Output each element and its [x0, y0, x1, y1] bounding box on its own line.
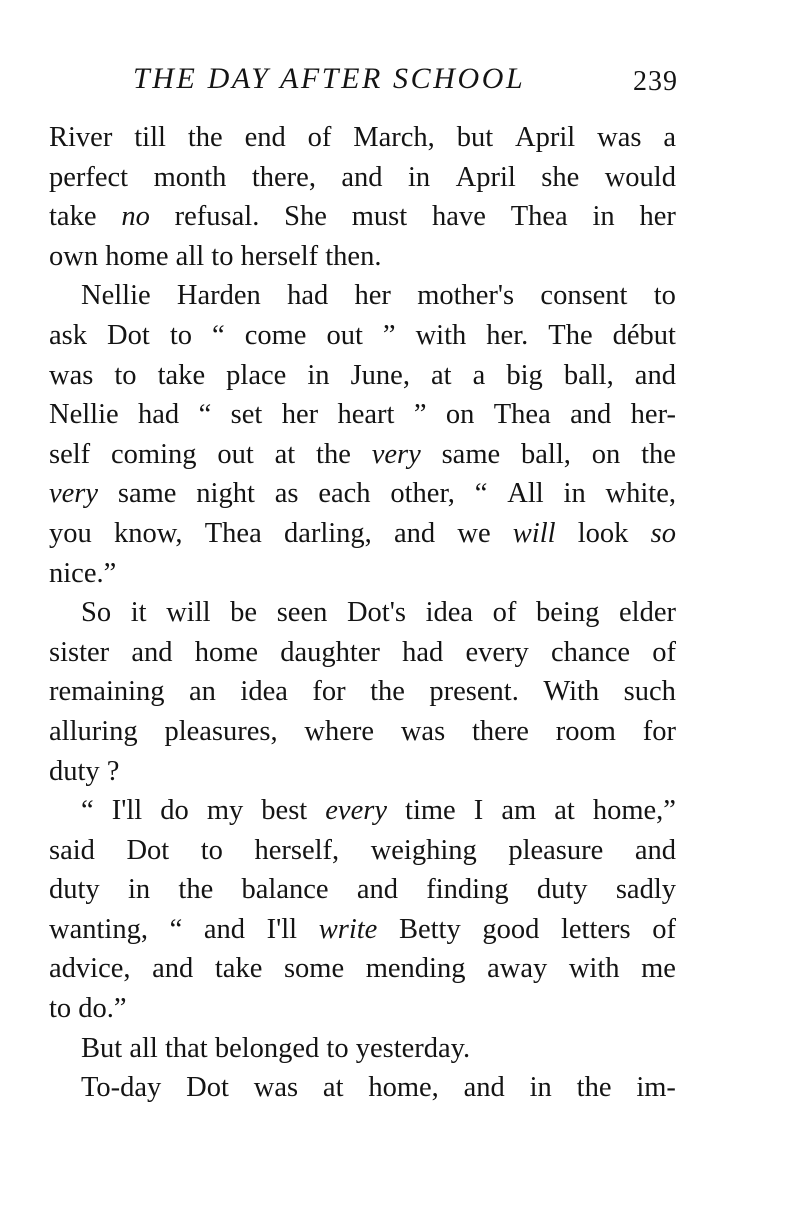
word: had	[138, 399, 180, 431]
word: her	[639, 201, 676, 233]
word: all	[175, 240, 205, 272]
word: good	[482, 913, 540, 945]
word: will	[166, 597, 211, 629]
word: every	[465, 636, 529, 668]
word: in	[408, 161, 431, 193]
word: “	[212, 319, 225, 351]
word: my	[206, 795, 244, 827]
word: sister	[49, 636, 110, 668]
text-line	[49, 831, 676, 871]
word: duty	[49, 874, 100, 906]
word: to	[653, 280, 676, 312]
word: River	[49, 122, 113, 153]
word: her.	[486, 319, 529, 351]
word: seen	[276, 597, 328, 629]
word: very	[49, 478, 99, 510]
word: I'll	[266, 913, 298, 945]
word: be	[230, 597, 258, 629]
word: wanting,	[49, 913, 148, 945]
word: ”	[382, 319, 396, 351]
word: then.	[325, 240, 382, 272]
word: but	[456, 122, 494, 153]
word: know,	[113, 517, 183, 549]
word: you	[49, 517, 92, 549]
word: darling,	[283, 517, 372, 549]
word: weighing	[370, 834, 477, 866]
word: sadly	[615, 874, 676, 906]
word: the	[370, 676, 405, 708]
word: night	[196, 478, 255, 510]
word: to	[49, 993, 72, 1025]
word: must	[351, 201, 408, 233]
word: till	[134, 122, 166, 153]
text-line	[49, 118, 676, 158]
text-line	[49, 514, 676, 554]
word: ”	[413, 399, 427, 431]
word: Dot	[126, 834, 170, 866]
word: Thea	[204, 517, 262, 549]
word: April	[455, 161, 516, 193]
word: chance	[550, 636, 631, 668]
word: was	[597, 122, 642, 153]
word: was	[49, 359, 94, 391]
word: being	[536, 597, 600, 629]
word: All	[507, 478, 544, 510]
word: so	[650, 517, 676, 549]
text-line	[49, 910, 676, 950]
word: “	[81, 795, 94, 827]
word: time	[405, 795, 456, 827]
word: had	[402, 636, 444, 668]
word: out	[326, 319, 363, 351]
word: and	[394, 517, 436, 549]
word: to	[114, 359, 137, 391]
text-line	[49, 1068, 676, 1108]
word: perfect	[49, 161, 129, 193]
word: duty	[536, 874, 588, 906]
word: end	[244, 122, 286, 153]
word: the	[187, 122, 223, 153]
word: and	[463, 1072, 505, 1104]
word: advice,	[49, 953, 131, 985]
word: on	[445, 399, 475, 431]
word: daughter	[280, 636, 380, 668]
word: belonged	[214, 1032, 320, 1064]
word: look	[577, 517, 629, 549]
word: same	[117, 478, 177, 510]
word: But	[81, 1032, 123, 1064]
word: there	[471, 715, 529, 747]
word: away	[487, 953, 548, 985]
word: it	[130, 597, 147, 629]
word: at	[431, 359, 452, 391]
word: pleasures,	[164, 715, 278, 747]
word: to	[211, 240, 234, 272]
text-line	[49, 1029, 676, 1069]
word: of	[307, 122, 332, 153]
text-line	[49, 435, 676, 475]
text-line	[49, 870, 676, 910]
word: own	[49, 240, 99, 272]
word: her	[281, 399, 319, 431]
word: im-	[636, 1072, 676, 1104]
word: that	[164, 1032, 208, 1064]
word: at	[322, 1072, 344, 1104]
word: self	[49, 438, 91, 470]
page-header	[49, 60, 676, 104]
word: best	[261, 795, 308, 827]
word: a	[663, 122, 676, 153]
word: duty	[49, 755, 100, 787]
word: to	[169, 319, 192, 351]
word: out	[217, 438, 254, 470]
word: at	[554, 795, 575, 827]
word: home,	[368, 1072, 439, 1104]
text-line	[49, 672, 676, 712]
word: Thea	[510, 201, 568, 233]
text-line	[49, 554, 676, 594]
running-title: THE DAY AFTER SCHOOL	[133, 62, 526, 95]
word: white,	[605, 478, 676, 510]
word: in	[592, 201, 615, 233]
word: elder	[619, 597, 676, 629]
word: So	[81, 597, 112, 629]
word: come	[244, 319, 307, 351]
word: her-	[630, 399, 676, 431]
word: will	[512, 517, 556, 549]
word: month	[153, 161, 227, 193]
word: of	[492, 597, 517, 629]
text-line	[49, 593, 676, 633]
word: April	[515, 122, 576, 153]
text-line	[49, 791, 676, 831]
word: do.”	[78, 993, 127, 1025]
body-text	[49, 118, 676, 1108]
text-line	[49, 197, 676, 237]
word: heart	[337, 399, 395, 431]
word: would	[604, 161, 676, 193]
word: idea	[240, 676, 288, 708]
text-line	[49, 474, 676, 514]
text-line	[49, 276, 676, 316]
word: “	[474, 478, 488, 510]
word: with	[568, 953, 620, 985]
word: of	[652, 913, 676, 945]
word: all	[129, 1032, 158, 1064]
word: “	[198, 399, 212, 431]
text-line	[49, 633, 676, 673]
word: we	[457, 517, 491, 549]
word: at	[274, 438, 296, 470]
text-line	[49, 356, 676, 396]
word: such	[623, 676, 676, 708]
text-line	[49, 237, 676, 277]
word: ?	[106, 755, 120, 787]
word: in	[307, 359, 330, 391]
word: as	[274, 478, 299, 510]
word: she	[541, 161, 580, 193]
word: ball,	[563, 359, 614, 391]
word: set	[230, 399, 263, 431]
word: herself	[240, 240, 319, 272]
word: idea	[425, 597, 474, 629]
word: other,	[390, 478, 455, 510]
word: and	[203, 913, 246, 945]
word: coming	[111, 438, 197, 470]
word: take	[157, 359, 206, 391]
word: yesterday.	[355, 1032, 471, 1064]
word: mending	[365, 953, 466, 985]
word: take	[214, 953, 263, 985]
word: place	[226, 359, 287, 391]
word: I	[473, 795, 484, 827]
word: of	[652, 636, 676, 668]
word: and	[570, 399, 612, 431]
word: Dot's	[346, 597, 406, 629]
word: The	[548, 319, 593, 351]
word: the	[316, 438, 351, 470]
text-line	[49, 989, 676, 1029]
word: an	[189, 676, 216, 708]
word: consent	[540, 280, 628, 312]
word: very	[371, 438, 421, 470]
word: and	[341, 161, 383, 193]
word: for	[642, 715, 676, 747]
word: said	[49, 834, 95, 866]
word: She	[284, 201, 327, 233]
word: and	[131, 636, 173, 668]
word: refusal.	[174, 201, 260, 233]
word: and	[634, 834, 676, 866]
word: a	[472, 359, 486, 391]
word: in	[563, 478, 586, 510]
word: pleasure	[508, 834, 604, 866]
word: and	[356, 874, 398, 906]
word: take	[49, 201, 97, 233]
word: write	[318, 913, 378, 945]
word: alluring	[49, 715, 138, 747]
word: had	[287, 280, 329, 312]
word: was	[253, 1072, 299, 1104]
page-number: 239	[633, 66, 678, 97]
word: “	[169, 913, 183, 945]
word: Nellie	[49, 399, 119, 431]
word: same	[441, 438, 501, 470]
word: room	[555, 715, 616, 747]
word: Thea	[493, 399, 551, 431]
word: to	[326, 1032, 349, 1064]
book-page	[49, 60, 676, 1108]
word: Betty	[398, 913, 461, 945]
word: there,	[251, 161, 316, 193]
text-line	[49, 158, 676, 198]
word: was	[400, 715, 446, 747]
word: ask	[49, 319, 87, 351]
word: herself,	[254, 834, 340, 866]
word: in	[127, 874, 151, 906]
word: home,”	[592, 795, 676, 827]
word: finding	[426, 874, 509, 906]
word: each	[318, 478, 371, 510]
text-line	[49, 949, 676, 989]
text-line	[49, 316, 676, 356]
text-line	[49, 712, 676, 752]
word: home	[194, 636, 259, 668]
word: and	[634, 359, 676, 391]
word: for	[312, 676, 346, 708]
word: in	[529, 1072, 552, 1104]
word: remaining	[49, 676, 165, 708]
word: nice.”	[49, 557, 117, 589]
word: I'll	[111, 795, 143, 827]
word: some	[283, 953, 345, 985]
word: Dot	[186, 1072, 229, 1104]
word: me	[641, 953, 676, 985]
word: Dot	[107, 319, 150, 351]
word: where	[304, 715, 375, 747]
word: have	[432, 201, 486, 233]
word: mother's	[417, 280, 515, 312]
word: début	[612, 319, 676, 351]
word: balance	[241, 874, 329, 906]
word: am	[501, 795, 537, 827]
word: ball,	[521, 438, 571, 470]
word: June,	[350, 359, 410, 391]
word: on	[591, 438, 621, 470]
word: March,	[353, 122, 435, 153]
word: every	[325, 795, 387, 827]
word: the	[576, 1072, 612, 1104]
word: her	[354, 280, 391, 312]
word: with	[415, 319, 467, 351]
word: Nellie	[81, 280, 151, 312]
word: do	[160, 795, 189, 827]
word: no	[121, 201, 150, 233]
word: the	[641, 438, 676, 470]
word: Harden	[176, 280, 261, 312]
word: letters	[560, 913, 631, 945]
word: to	[200, 834, 223, 866]
word: and	[152, 953, 194, 985]
word: present.	[429, 676, 519, 708]
word: the	[178, 874, 214, 906]
text-line	[49, 752, 676, 792]
word: big	[506, 359, 543, 391]
word: With	[543, 676, 600, 708]
word: To-day	[81, 1072, 162, 1104]
text-line	[49, 395, 676, 435]
word: home	[105, 240, 169, 272]
